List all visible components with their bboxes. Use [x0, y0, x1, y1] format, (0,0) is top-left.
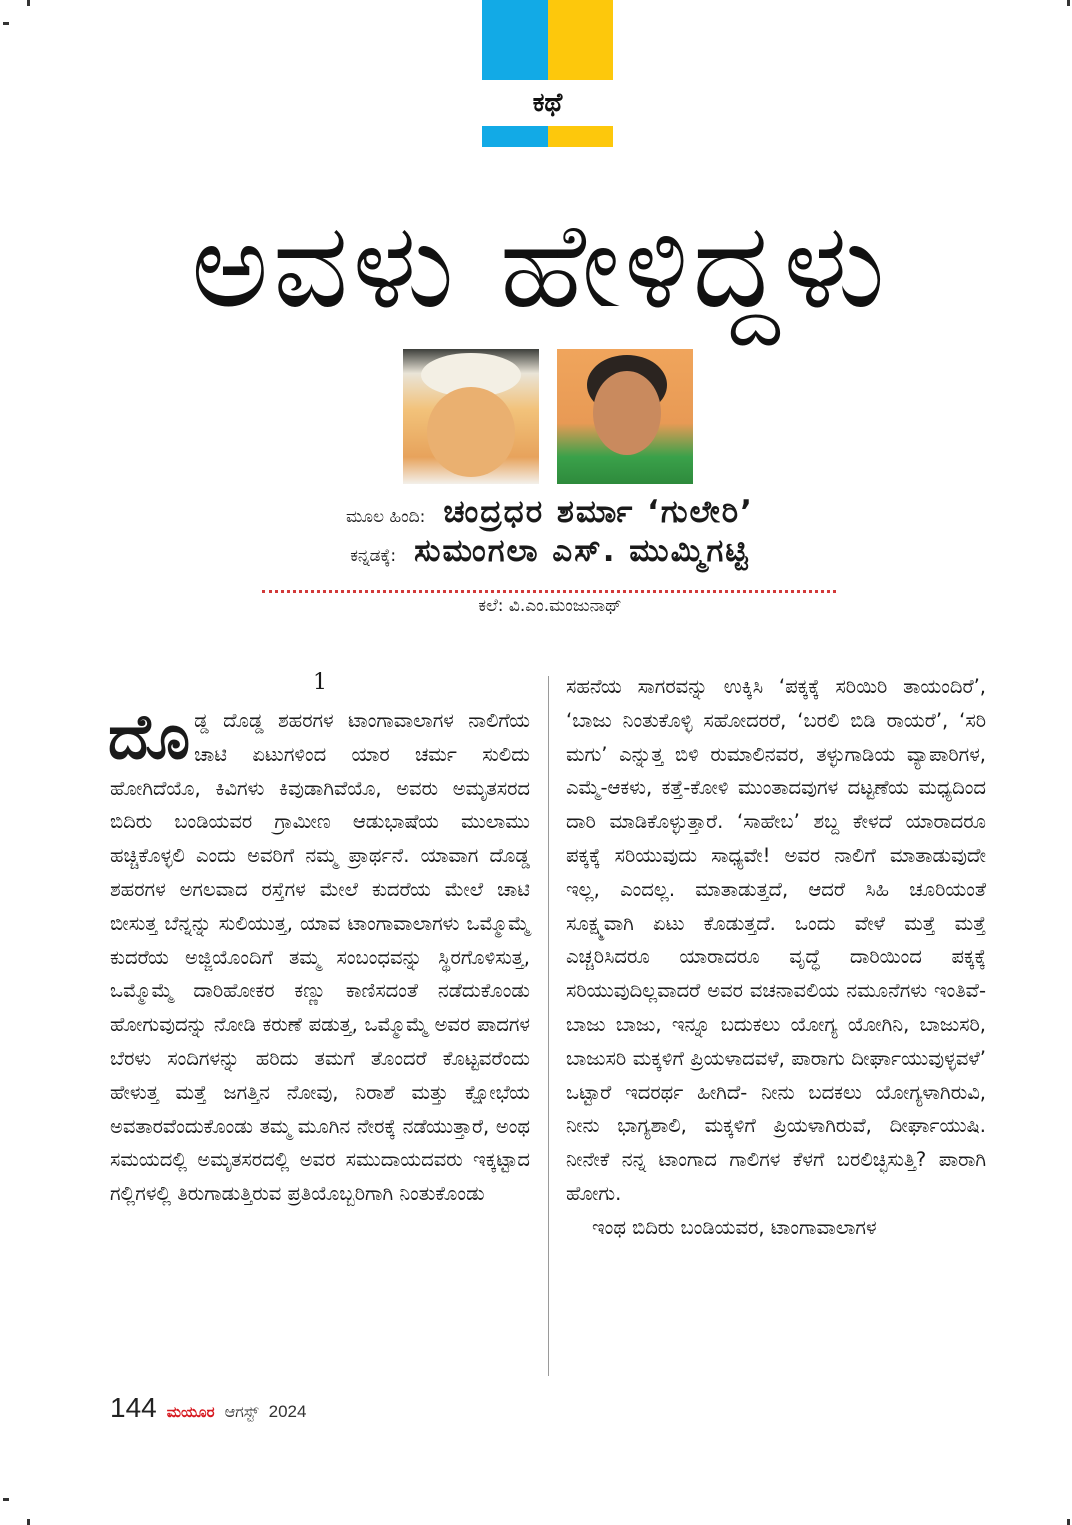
chapter-number: 1 — [313, 670, 327, 695]
translation-credit — [260, 533, 840, 570]
author-portrait — [403, 349, 539, 484]
original-credit — [260, 494, 840, 531]
section-color-bar — [482, 126, 613, 147]
issue-month: ಆಗಸ್ಟ್ — [224, 1402, 259, 1421]
body-paragraph — [108, 700, 530, 1211]
article-title: ಅವಳು ಹೇಳಿದ್ದಳು — [191, 196, 889, 334]
blue-block — [482, 0, 548, 80]
crop-mark — [27, 1519, 30, 1525]
body-paragraph: ಇಂಥ ಬಿದಿರು ಬಂಡಿಯವರ, ಟಾಂಗಾವಾಲಾಗಳ — [592, 1215, 877, 1239]
translation-label: ಕನ್ನಡಕ್ಕೆ: — [350, 546, 397, 566]
magazine-logo: ಮಯೂರ — [166, 1403, 215, 1421]
portrait-face — [593, 371, 661, 455]
original-label: ಮೂಲ ಹಿಂದಿ: — [346, 507, 426, 527]
column-divider — [548, 676, 549, 1376]
blue-bar — [482, 126, 548, 147]
section-label: ಕಥೆ — [532, 88, 563, 118]
body-column-right — [566, 670, 986, 1245]
section-color-block — [482, 0, 613, 80]
portrait-face — [427, 387, 515, 477]
translator-name: ಸುಮಂಗಲಾ ಎಸ್. ಮುಮ್ಮಿಗಟ್ಟಿ — [414, 533, 750, 569]
original-author: ಚಂದ್ರಧರ ಶರ್ಮಾ ‘ಗುಲೇರಿ’ — [443, 494, 754, 530]
crop-mark — [1067, 0, 1070, 6]
page-footer — [110, 1392, 306, 1424]
credits — [260, 494, 840, 570]
crop-mark — [3, 1498, 9, 1501]
yellow-block — [548, 0, 614, 80]
section-tag — [482, 0, 613, 148]
drop-cap: ದೊ — [108, 700, 191, 773]
issue-year: 2024 — [268, 1402, 307, 1421]
body-column-left — [108, 700, 530, 1211]
body-paragraph: ಸಹನೆಯ ಸಾಗರವನ್ನು ಉಕ್ಕಿಸಿ ‘ಪಕ್ಕಕ್ಕೆ ಸರಿಯಿರಿ ತಾಯಂದಿರೆ’, ‘ಬಾಜು ನಿಂತುಕೊಳ್ಳಿ ಸಹೋದರರೆ, ‘ಬರಲಿ ಬಿಡಿ ರಾಯರೆ’, ‘ಸರಿ ಮಗು’ ಎನ್ನುತ್ತ ಬಿಳಿ ರುಮಾಲಿನವರ, ತಳ್ಳುಗಾಡಿಯ ವ್ಯಾಪಾರಿಗಳ, ಎಮ್ಮೆ-ಆಕಳು, ಕತ್ತೆ-ಕೋಳಿ ಮುಂತಾದವುಗಳ ದಟ್ಟಣೆಯ ಮಧ್ಯದಿಂದ ದಾರಿ ಮಾಡಿಕೊಳ್ಳುತ್ತಾರೆ. ‘ಸಾಹೇಬ’ ಶಬ್ದ ಕೇಳದೆ ಯಾರಾದರೂ ಪಕ್ಕಕ್ಕೆ ಸರಿಯುವುದು ಸಾಧ್ಯವೇ! ಅವರ ನಾಲಿಗೆ ಮಾತಾಡುವುದೇ ಇಲ್ಲ, ಎಂದಲ್ಲ. ಮಾತಾಡುತ್ತದೆ, ಆದರೆ ಸಿಹಿ ಚೂರಿಯಂತೆ ಸೂಕ್ಷ್ಮವಾಗಿ ಏಟು ಕೊಡುತ್ತದೆ. ಒಂದು ವೇಳೆ ಮತ್ತೆ ಮತ್ತೆ ಎಚ್ಚರಿಸಿದರೂ ಯಾರಾದರೂ ವೃದ್ಧೆ ದಾರಿಯಿಂದ ಪಕ್ಕಕ್ಕೆ ಸರಿಯುವುದಿಲ್ಲವಾದರೆ ಅವರ ವಚನಾವಲಿಯ ನಮೂನೆಗಳು ಇಂತಿವೆ- ಬಾಜು ಬಾಜು, ಇನ್ನೂ ಬದುಕಲು ಯೋಗ್ಯ ಯೋಗಿನಿ, ಬಾಜುಸರಿ, ಬಾಜುಸರಿ ಮಕ್ಕಳಿಗೆ ಪ್ರಿಯಳಾದವಳೆ, ಪಾರಾಗು ದೀರ್ಘಾಯುವುಳ್ಳವಳೆ’ ಒಟ್ಟಾರೆ ಇದರರ್ಥ ಹೀಗಿದೆ- ನೀನು ಬದಕಲು ಯೋಗ್ಯಳಾಗಿರುವಿ, ನೀನು ಭಾಗ್ಯಶಾಲಿ, ಮಕ್ಕಳಿಗೆ ಪ್ರಿಯಳಾಗಿರುವೆ, ದೀರ್ಘಾಯುಷಿ. ನೀನೇಕೆ ನನ್ನ ಟಾಂಗಾದ ಗಾಲಿಗಳ ಕೆಳಗೆ ಬರಲಿಚ್ಛಿಸುತ್ತಿ? ಪಾರಾಗಿ ಹೋಗು. — [566, 675, 986, 1205]
left-column-text: ಡ್ಡ ದೊಡ್ಡ ಶಹರಗಳ ಟಾಂಗಾವಾಲಾಗಳ ನಾಲಿಗೆಯ ಚಾಟಿ ಏಟುಗಳಿಂದ ಯಾರ ಚರ್ಮ ಸುಲಿದು ಹೋಗಿದೆಯೊ, ಕಿವಿಗಳು ಕಿವುಡಾಗಿವೆಯೊ, ಅವರು ಅಮೃತಸರದ ಬಿದಿರು ಬಂಡಿಯವರ ಗ್ರಾಮೀಣ ಆಡುಭಾಷೆಯ ಮುಲಾಮು ಹಚ್ಚಿಕೊಳ್ಳಲಿ ಎಂದು ಅವರಿಗೆ ನಮ್ಮ ಪ್ರಾರ್ಥನೆ. ಯಾವಾಗ ದೊಡ್ಡ ಶಹರಗಳ ಅಗಲವಾದ ರಸ್ತೆಗಳ ಮೇಲೆ ಕುದರೆಯ ಮೇಲೆ ಚಾಟಿ ಬೀಸುತ್ತ ಬೆನ್ನನ್ನು ಸುಲಿಯುತ್ತ, ಯಾವ ಟಾಂಗಾವಾಲಾಗಳು ಒಮ್ಮೊಮ್ಮೆ ಕುದರೆಯ ಅಜ್ಜಿಯೊಂದಿಗೆ ತಮ್ಮ ಸಂಬಂಧವನ್ನು ಸ್ಥಿರಗೊಳಿಸುತ್ತ, ಒಮ್ಮೊಮ್ಮೆ ದಾರಿಹೋಕರ ಕಣ್ಣು ಕಾಣಿಸದಂತೆ ನಡೆದುಕೊಂಡು ಹೋಗುವುದನ್ನು ನೋಡಿ ಕರುಣೆ ಪಡುತ್ತ, ಒಮ್ಮೊಮ್ಮೆ ಅವರ ಪಾದಗಳ ಬೆರಳು ಸಂದಿಗಳನ್ನು ಹರಿದು ತಮಗೆ ತೊಂದರೆ ಕೊಟ್ಟವರೆಂದು ಹೇಳುತ್ತ ಮತ್ತೆ ಜಗತ್ತಿನ ನೋವು, ನಿರಾಶೆ ಮತ್ತು ಕ್ಷೋಭೆಯ ಅವತಾರವೆಂದುಕೊಂಡು ತಮ್ಮ ಮೂಗಿನ ನೇರಕ್ಕೆ ನಡೆಯುತ್ತಾರೆ, ಅಂಥ ಸಮಯದಲ್ಲಿ ಅಮೃತಸರದಲ್ಲಿ ಅವರ ಸಮುದಾಯದವರು ಇಕ್ಕಟ್ಟಾದ ಗಲ್ಲಿಗಳಲ್ಲಿ ತಿರುಗಾಡುತ್ತಿರುವ ಪ್ರತಿಯೊಬ್ಬರಿಗಾಗಿ ನಿಂತುಕೊಂಡು — [110, 709, 530, 1206]
page-number: 144 — [110, 1392, 157, 1423]
crop-mark — [3, 22, 9, 25]
translator-portrait — [557, 349, 693, 484]
crop-mark — [27, 0, 30, 6]
yellow-bar — [548, 126, 614, 147]
crop-mark — [1067, 1519, 1070, 1525]
art-credit: ಕಲೆ: ವಿ.ಎಂ.ಮಂಜುನಾಥ್ — [478, 596, 622, 616]
dotted-divider — [262, 590, 836, 593]
